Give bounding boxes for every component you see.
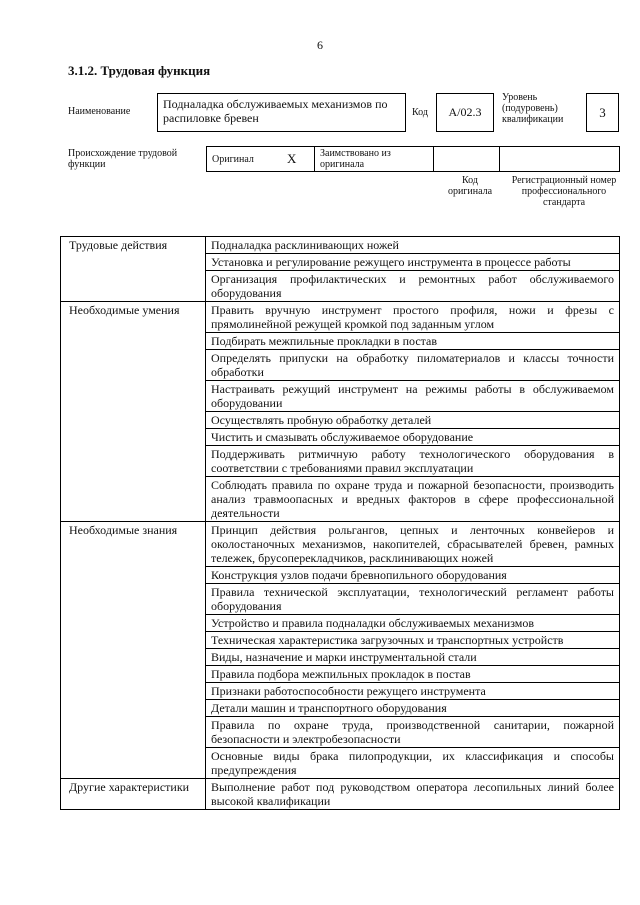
section-title: 3.1.2. Трудовая функция [68, 63, 211, 78]
item-cell: Правила по охране труда, производственной санитарии, пожарной безопасности и электробезопасности [206, 717, 620, 748]
item-cell: Соблюдать правила по охране труда и пожарной безопасности, производить анализ травмоопасных и вредных факторов в сфере профессиональной деятельности [206, 477, 620, 522]
reg-number-cell [500, 147, 620, 172]
item-cell: Определять припуски на обработку пиломатериалов и классы точности обработки [206, 350, 620, 381]
item-cell: Конструкция узлов подачи бревнопильного оборудования [206, 567, 620, 584]
code-label: Код [412, 107, 428, 118]
item-cell: Детали машин и транспортного оборудования [206, 700, 620, 717]
function-table [60, 236, 620, 810]
item-cell: Подналадка расклинивающих ножей [206, 237, 620, 254]
item-cell: Установка и регулирование режущего инструмента в процессе работы [206, 254, 620, 271]
table-row [61, 302, 620, 333]
table-row [61, 237, 620, 254]
reg-number-caption: Регистрационный номер профессионального стандарта [511, 175, 617, 208]
item-cell: Править вручную инструмент простого профиля, ножи и фрезы с прямолинейной режущей кромкой под заданным углом [206, 302, 620, 333]
table-row [61, 522, 620, 567]
item-cell: Чистить и смазывать обслуживаемое оборудование [206, 429, 620, 446]
name-label: Наименование [68, 106, 131, 117]
code-original-cell [434, 147, 500, 172]
item-cell: Правила технической эксплуатации, технологический регламент работы оборудования [206, 584, 620, 615]
item-cell: Техническая характеристика загрузочных и транспортных устройств [206, 632, 620, 649]
original-label: Оригинал [207, 147, 283, 172]
item-cell: Принцип действия рольгангов, цепных и ленточных конвейеров и околостаночных механизмов, накопителей, сбрасывателей бревен, рамных тележек, брусоперекладчиков, расклинивающих ножей [206, 522, 620, 567]
table-row [61, 779, 620, 810]
page-number: 6 [317, 38, 323, 52]
item-cell: Подбирать межпильные прокладки в постав [206, 333, 620, 350]
origin-table [206, 146, 620, 172]
item-cell: Организация профилактических и ремонтных работ обслуживаемого оборудования [206, 271, 620, 302]
code-original-caption: Код оригинала [447, 175, 493, 197]
item-cell: Признаки работоспособности режущего инструмента [206, 683, 620, 700]
item-cell: Устройство и правила подналадки обслуживаемых механизмов [206, 615, 620, 632]
item-cell: Основные виды брака пилопродукции, их классификация и способы предупреждения [206, 748, 620, 779]
qualification-level-field: 3 [586, 93, 619, 132]
item-cell: Осуществлять пробную обработку деталей [206, 412, 620, 429]
item-cell: Настраивать режущий инструмент на режимы работы в обслуживаемом оборудовании [206, 381, 620, 412]
borrowed-label: Заимствовано из оригинала [315, 147, 434, 172]
category-cell: Необходимые умения [61, 302, 206, 522]
category-cell: Трудовые действия [61, 237, 206, 302]
level-label: Уровень (подуровень) квалификации [502, 92, 564, 125]
category-cell: Необходимые знания [61, 522, 206, 779]
item-cell: Поддерживать ритмичную работу технологического оборудования в соответствии с требованиями правил эксплуатации [206, 446, 620, 477]
function-code-field: А/02.3 [436, 93, 494, 132]
original-mark: X [282, 147, 315, 172]
item-cell: Виды, назначение и марки инструментальной стали [206, 649, 620, 666]
item-cell: Выполнение работ под руководством оператора лесопильных линий более высокой квалификации [206, 779, 620, 810]
category-cell: Другие характеристики [61, 779, 206, 810]
origin-label: Происхождение трудовой функции [68, 148, 178, 170]
item-cell: Правила подбора межпильных прокладок в постав [206, 666, 620, 683]
function-name-field: Подналадка обслуживаемых механизмов по распиловке бревен [157, 93, 406, 132]
